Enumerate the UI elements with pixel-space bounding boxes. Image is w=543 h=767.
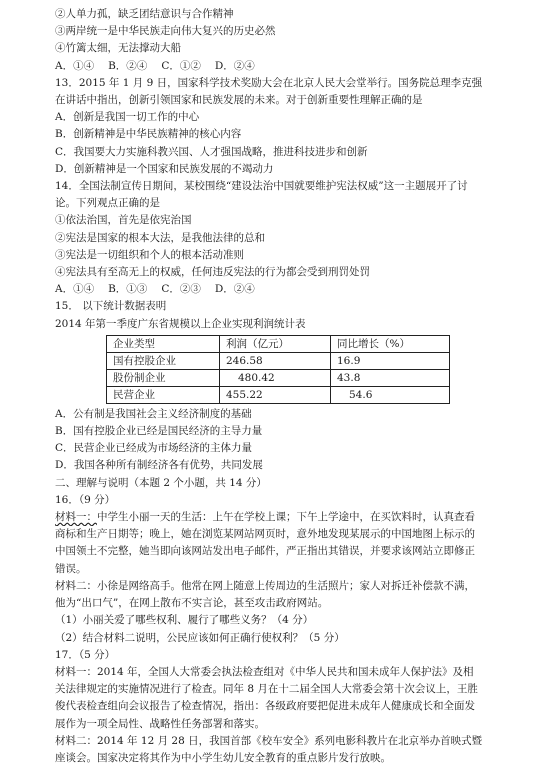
table-cell: 54.6 — [331, 386, 450, 403]
q16-subquestion-1: （1）小丽关爱了哪些权利、履行了哪些义务？（4 分） — [55, 614, 314, 627]
table-cell: 455.22 — [220, 386, 331, 403]
table-cell: 民营企业 — [107, 386, 220, 403]
q13-stem-2: 在讲话中指出，创新引领国家和民族发展的未来。对于创新重要性理解正确的是 — [55, 94, 423, 107]
q13-option-a: A．创新是我国一切工作的中心 — [55, 111, 200, 124]
q14-option-d: D．②④ — [214, 283, 255, 296]
q15-option-d: D．我国各种所有制经济各有优势，共同发展 — [55, 459, 263, 472]
q15-stem: 15． 以下统计数据表明 — [55, 300, 167, 313]
q14-item-3: ③宪法是一切组织和个人的根本活动准则 — [55, 248, 244, 261]
table-row — [107, 352, 450, 369]
q17-material1-line2: 关法律规定的实施情况进行了检查。同年 8 月在十二届全国人大常委会第十次会议上，王胜 — [55, 683, 478, 696]
q12-options — [34, 58, 521, 75]
q14-item-4: ④宪法具有至高无上的权威，任何违反宪法的行为都会受到刑罚处罚 — [55, 266, 370, 279]
q15-option-c: C．民营企业已经成为市场经济的主体力量 — [55, 442, 253, 455]
table-row — [107, 386, 450, 403]
table-cell: 16.9 — [331, 352, 450, 369]
q16-material1-line3: 中国领土不完整，她当即向该网站发出电子邮件，严正指出其错误，并要求该网站立即修正 — [55, 545, 475, 558]
table-row — [107, 369, 450, 386]
q15-table-title: 2014 年第一季度广东省规模以上企业实现利润统计表 — [55, 317, 306, 330]
table-cell: 国有控股企业 — [107, 352, 220, 369]
q13-stem-1: 13．2015 年 1 月 9 日，国家科学技术奖励大会在北京人民大会堂举行。国务院总理李克强 — [55, 76, 483, 89]
q16-material2-line1: 材料二：小徐是网络高手。他常在网上随意上传周边的生活照片；家人对拆迁补偿款不满， — [55, 579, 475, 592]
q17-material2-line2: 座谈会。国家决定将其作为中小学生幼儿安全教育的重点影片发行放映。 — [55, 751, 391, 764]
section-heading: 二、理解与说明（本题 2 个小题，共 14 分） — [55, 476, 267, 489]
q14-stem-2: 论。下列观点正确的是 — [55, 197, 160, 210]
q12-option-d: D．②④ — [214, 59, 255, 72]
q12-item-2: ②人单力孤，缺乏团结意识与合作精神 — [55, 8, 234, 20]
q13-option-d: D．创新精神是一个国家和民族发展的不竭动力 — [55, 162, 274, 175]
q16-material1-label: 材料一： — [55, 511, 97, 524]
q14-item-2: ②宪法是国家的根本大法，是我他法律的总和 — [55, 231, 265, 244]
q12-option-c: C．①② — [161, 59, 201, 72]
table-header-cell: 同比增长（%） — [331, 335, 450, 352]
q14-item-1: ①依法治国，首先是依宪治国 — [55, 214, 192, 227]
q16-material1-line4: 错误。 — [55, 562, 87, 575]
q15-option-a: A．公有制是我国社会主义经济制度的基础 — [55, 407, 252, 420]
q14-option-b: B．①③ — [108, 283, 148, 296]
q14-stem-1: 14．全国法制宣传日期间，某校围绕“建设法治中国就要维护宪法权威”这一主题展开了讨 — [55, 180, 468, 193]
q17-material1-line3: 俊代表检查组向会议报告了检查情况，指出：各级政府要把促进未成年人健康成长和全面发 — [55, 700, 475, 713]
q16-material2-line2: 他为“出口气”，在网上散布不实言论，甚至攻击政府网站。 — [55, 597, 329, 610]
table-header-row — [107, 335, 450, 352]
q17-material1-line4: 展作为一项全局性、战略性任务部署和落实。 — [55, 717, 265, 730]
q16-material1-line1 — [34, 509, 521, 526]
table-header-cell: 企业类型 — [107, 335, 220, 352]
q14-options — [34, 281, 521, 298]
q12-item-3: ③两岸统一是中华民族走向伟大复兴的历史必然 — [55, 25, 276, 38]
q13-option-c: C．我国要大力实施科教兴国、人才强国战略，推进科技进步和创新 — [55, 145, 368, 158]
q17-number: 17．（5 分） — [55, 648, 116, 661]
q13-option-b: B．创新精神是中华民族精神的核心内容 — [55, 128, 242, 141]
q14-option-c: C．②③ — [161, 283, 201, 296]
table-cell: 246.58 — [220, 352, 331, 369]
table-header-cell: 利润（亿元） — [220, 335, 331, 352]
profit-table — [106, 335, 450, 404]
q12-option-a: A．①④ — [55, 59, 95, 72]
table-cell: 股份制企业 — [107, 369, 220, 386]
table-cell: 480.42 — [220, 369, 331, 386]
table-cell: 43.8 — [331, 369, 450, 386]
q16-number: 16．（9 分） — [55, 493, 116, 506]
q12-option-b: B．②④ — [108, 59, 148, 72]
q17-material1-line1: 材料一：2014 年，全国人大常委会执法检查组对《中华人民共和国未成年人保护法》及相 — [55, 665, 474, 678]
q12-item-4: ④竹篱太细，无法撑动大船 — [55, 42, 181, 55]
q14-option-a: A．①④ — [55, 283, 95, 296]
q16-material1-line2: 商标和生产日期等；晚上，她在浏览某网站网页时，意外地发现某展示的中国地图上标示的 — [55, 528, 475, 541]
q16-material1-text: 中学生小丽一天的生活：上午在学校上课；下午上学途中，在买饮料时，认真查看 — [97, 511, 475, 524]
q16-subquestion-2: （2）结合材料二说明，公民应该如何正确行使权利？（5 分） — [55, 631, 345, 644]
q17-material2-line1: 材料二：2014 年 12 月 28 日，我国首部《校车安全》系列电影科教片在北京举办首映式暨 — [55, 734, 483, 747]
q15-option-b: B．国有控股企业已经是国民经济的主导力量 — [55, 425, 263, 438]
